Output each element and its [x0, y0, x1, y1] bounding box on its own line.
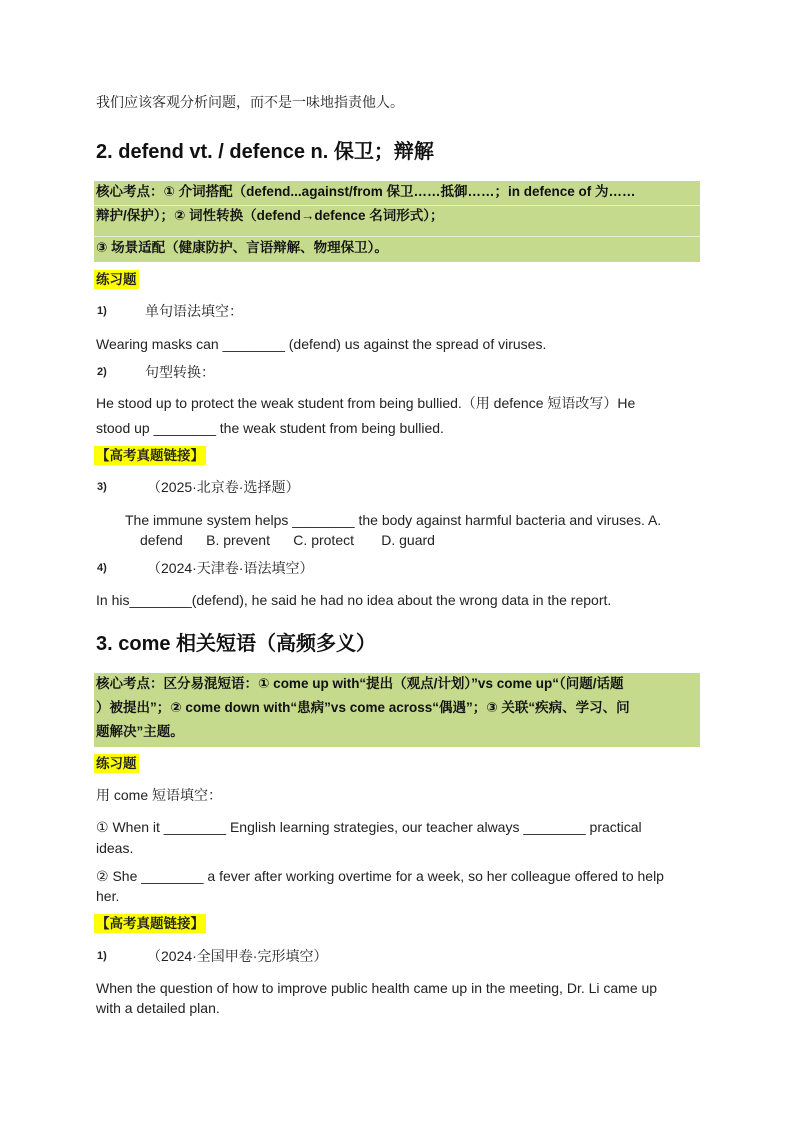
question-text-line-1: He stood up to protect the weak student from being bullied.（用 defence 短语改写）He: [96, 395, 636, 411]
question-text-line-2: stood up ________ the weak student from being bullied.: [96, 420, 444, 436]
core-points-line-2: ）被提出”；② come down with“患病”vs come across“偶遇”；③ 关联“疾病、学习、问: [96, 700, 630, 715]
question-text-line-1: The immune system helps ________ the body against harmful bacteria and viruses. A.: [125, 512, 662, 528]
instruction: 用 come 短语填空：: [96, 787, 223, 803]
question-number: 1): [97, 305, 107, 317]
section-3-heading: 3. come 相关短语（高频多义）: [96, 633, 377, 655]
core-points-line-3: 题解决”主题。: [96, 724, 184, 739]
core-points-line-2: 辩护/保护）；② 词性转换（defend→defence 名词形式）；: [96, 208, 444, 223]
question-source: （2024·天津卷·语法填空）: [147, 560, 314, 576]
answer-options: defend B. prevent C. protect D. guard: [140, 532, 435, 548]
question-text: In his________(defend), he said he had no idea about the wrong data in the report.: [96, 592, 612, 608]
fill-item-1-line-2: ideas.: [96, 840, 134, 856]
core-points-box-section-3: [94, 673, 700, 747]
question-text-line-1: When the question of how to improve public health came up in the meeting, Dr. Li came up: [96, 980, 658, 996]
fill-item-2-line-1: ② She ________ a fever after working overtime for a week, so her colleague offered to help: [96, 868, 664, 884]
question-title: 句型转换：: [145, 364, 215, 380]
intro-sentence: 我们应该客观分析问题，而不是一味地指责他人。: [96, 95, 404, 111]
question-number: 1): [97, 950, 107, 962]
question-source: （2024·全国甲卷·完形填空）: [147, 948, 328, 964]
question-source: （2025·北京卷·选择题）: [147, 479, 300, 495]
practice-label: 练习题: [96, 272, 137, 287]
question-text-line-2: with a detailed plan.: [96, 1000, 220, 1016]
core-points-box-section-2: [94, 181, 700, 262]
question-number: 4): [97, 562, 107, 574]
practice-label: 练习题: [96, 756, 137, 771]
core-points-line-1: 核心考点：① 介词搭配（defend...against/from 保卫……抵御……；in defence of 为……: [96, 184, 636, 199]
question-number: 3): [97, 481, 107, 493]
core-points-line-1: 核心考点：区分易混短语：① come up with“提出（观点/计划）”vs come up“（问题/话题: [96, 676, 624, 691]
fill-item-1-line-1: ① When it ________ English learning strategies, our teacher always ________ practical: [96, 819, 642, 835]
core-points-line-3: ③ 场景适配（健康防护、言语辩解、物理保卫）。: [96, 240, 388, 255]
exam-link-label: 【高考真题链接】: [96, 916, 204, 931]
question-number: 2): [97, 366, 107, 378]
question-title: 单句语法填空：: [145, 303, 243, 319]
fill-item-2-line-2: her.: [96, 888, 120, 904]
exam-link-label: 【高考真题链接】: [96, 448, 204, 463]
question-text: Wearing masks can ________ (defend) us against the spread of viruses.: [96, 336, 547, 352]
section-2-heading: 2. defend vt. / defence n. 保卫；辩解: [96, 141, 434, 163]
